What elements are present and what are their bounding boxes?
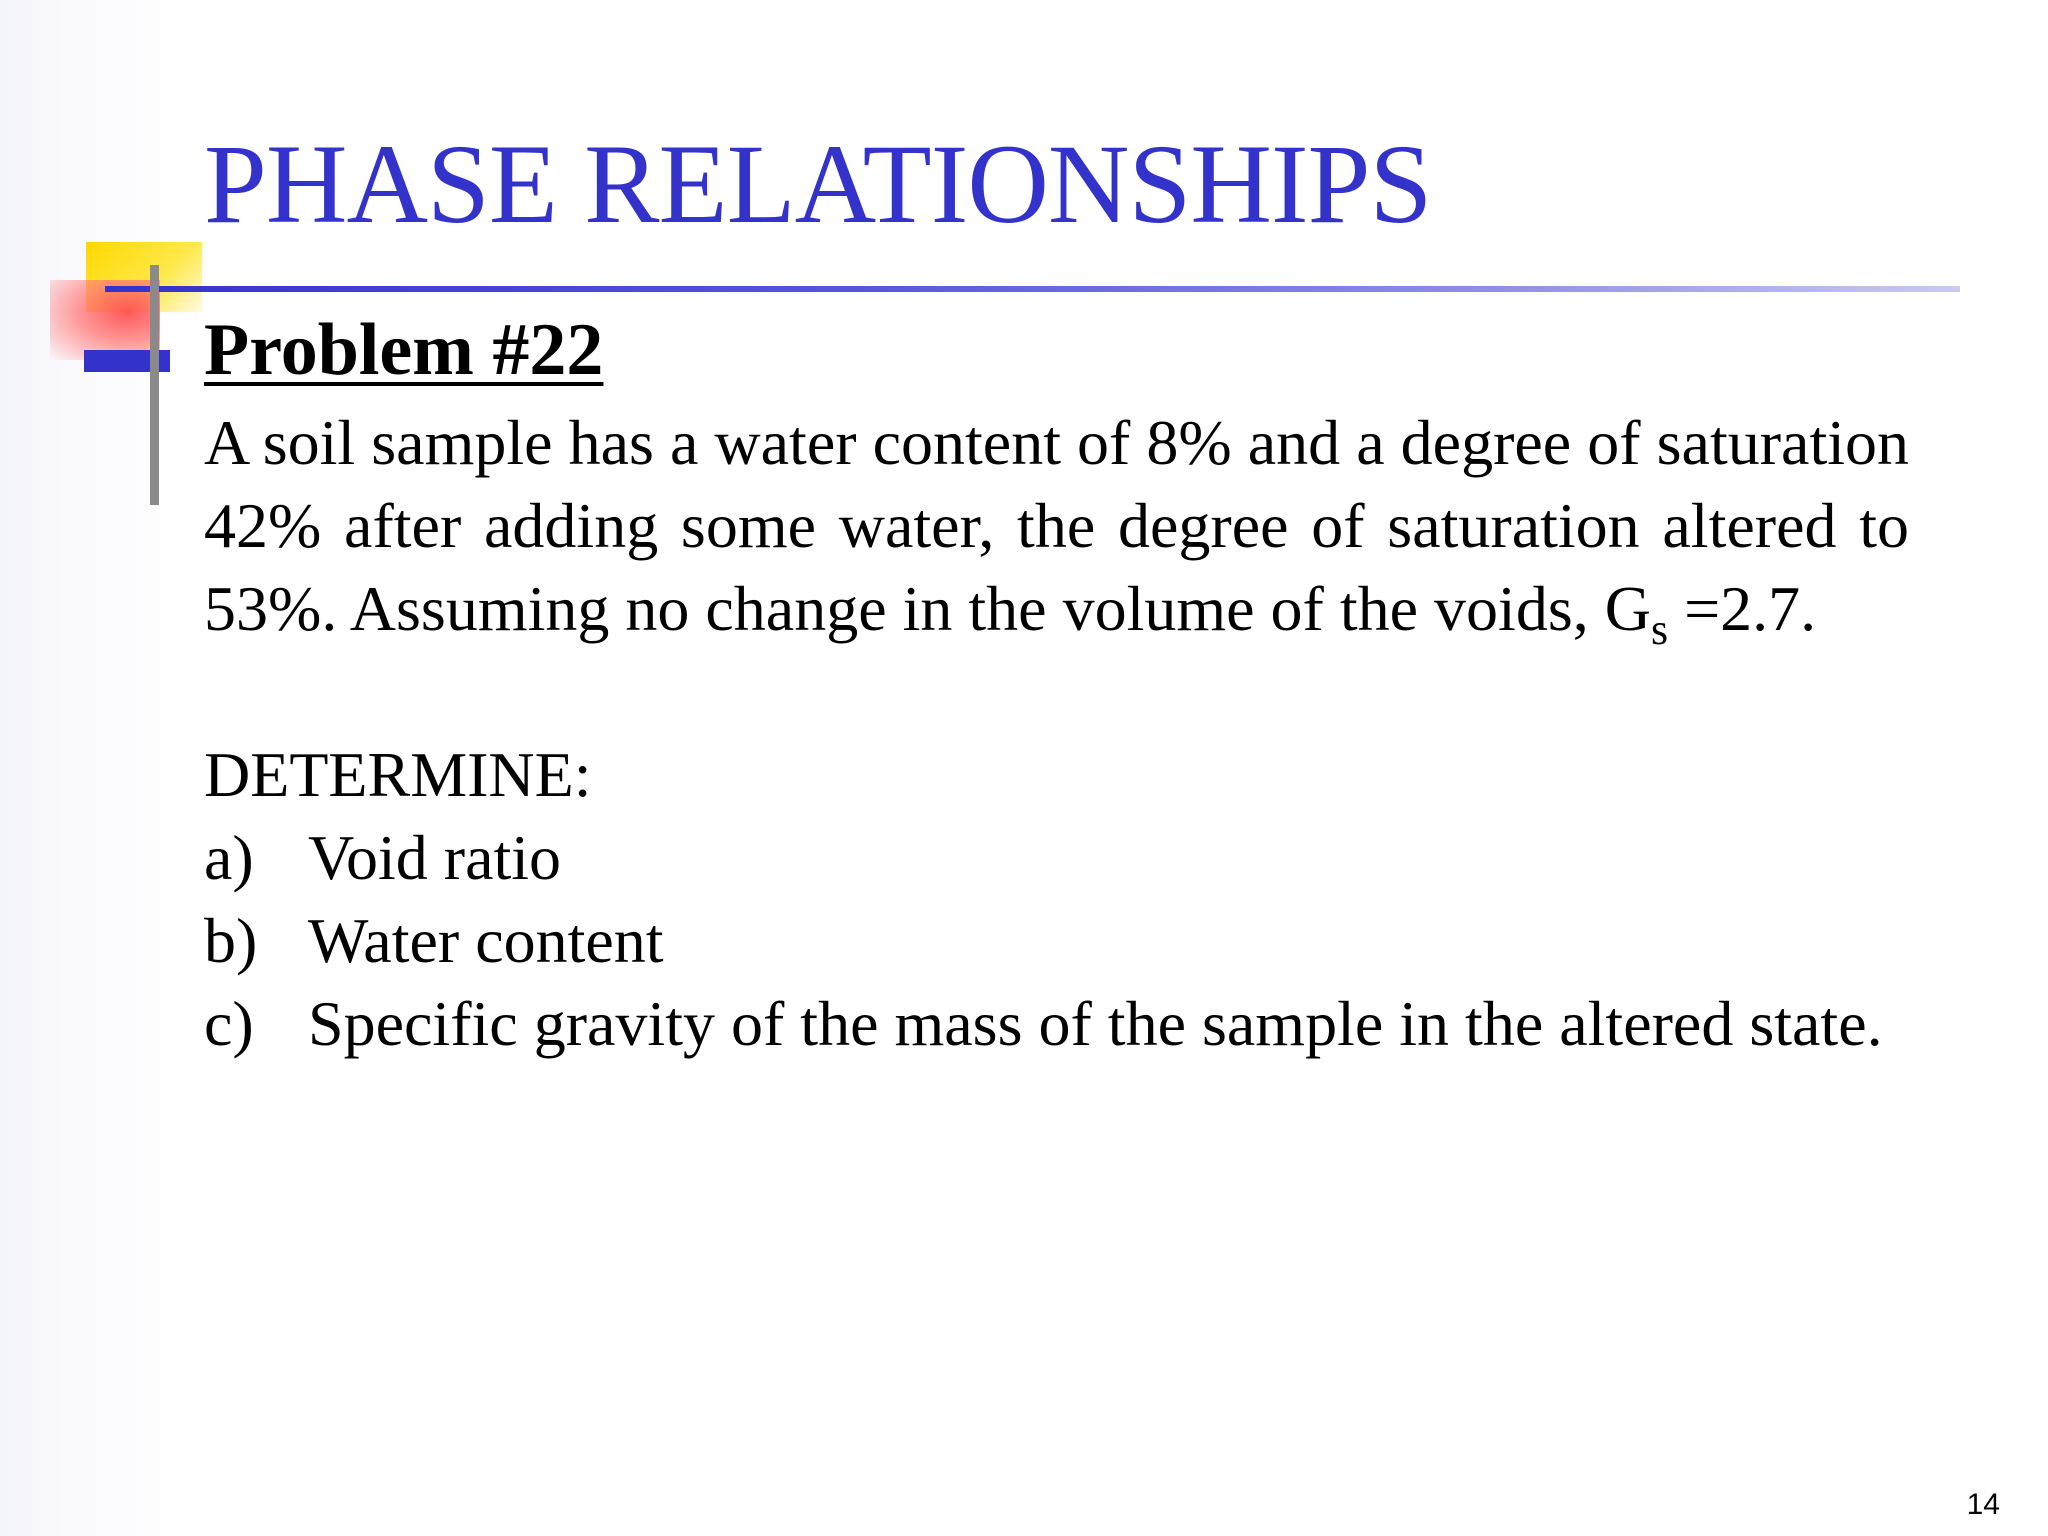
- problem-heading: Problem #22: [204, 309, 604, 391]
- list-item: [204, 816, 1909, 899]
- title-divider-line: [105, 286, 1960, 292]
- slide-title: PHASE RELATIONSHIPS: [204, 122, 1432, 247]
- list-item: [204, 982, 1909, 1065]
- list-item-text: Void ratio: [308, 822, 562, 894]
- determine-list: [204, 816, 1909, 1065]
- slide-body: [204, 310, 1909, 1065]
- problem-statement: [204, 401, 1909, 655]
- determine-label: DETERMINE:: [204, 739, 592, 811]
- list-item-text: Specific gravity of the mass of the sample in the altered state.: [308, 988, 1883, 1060]
- list-item-marker: c): [204, 988, 254, 1060]
- page-number: 14: [1966, 1488, 2000, 1521]
- decor-vertical-line: [150, 265, 159, 505]
- list-item-marker: a): [204, 822, 254, 894]
- decor-red-square: [50, 280, 160, 360]
- list-item: [204, 899, 1909, 982]
- list-item-text: Water content: [308, 905, 664, 977]
- list-item-marker: b): [204, 905, 258, 977]
- statement-main: A soil sample has a water content of 8% and a degree of saturation 42% after adding some water, the degree of saturation altered to 53%. Assuming no change in the volume of the voids, G: [204, 407, 1909, 645]
- statement-tail: =2.7.: [1668, 573, 1817, 645]
- statement-subscript: s: [1650, 605, 1669, 655]
